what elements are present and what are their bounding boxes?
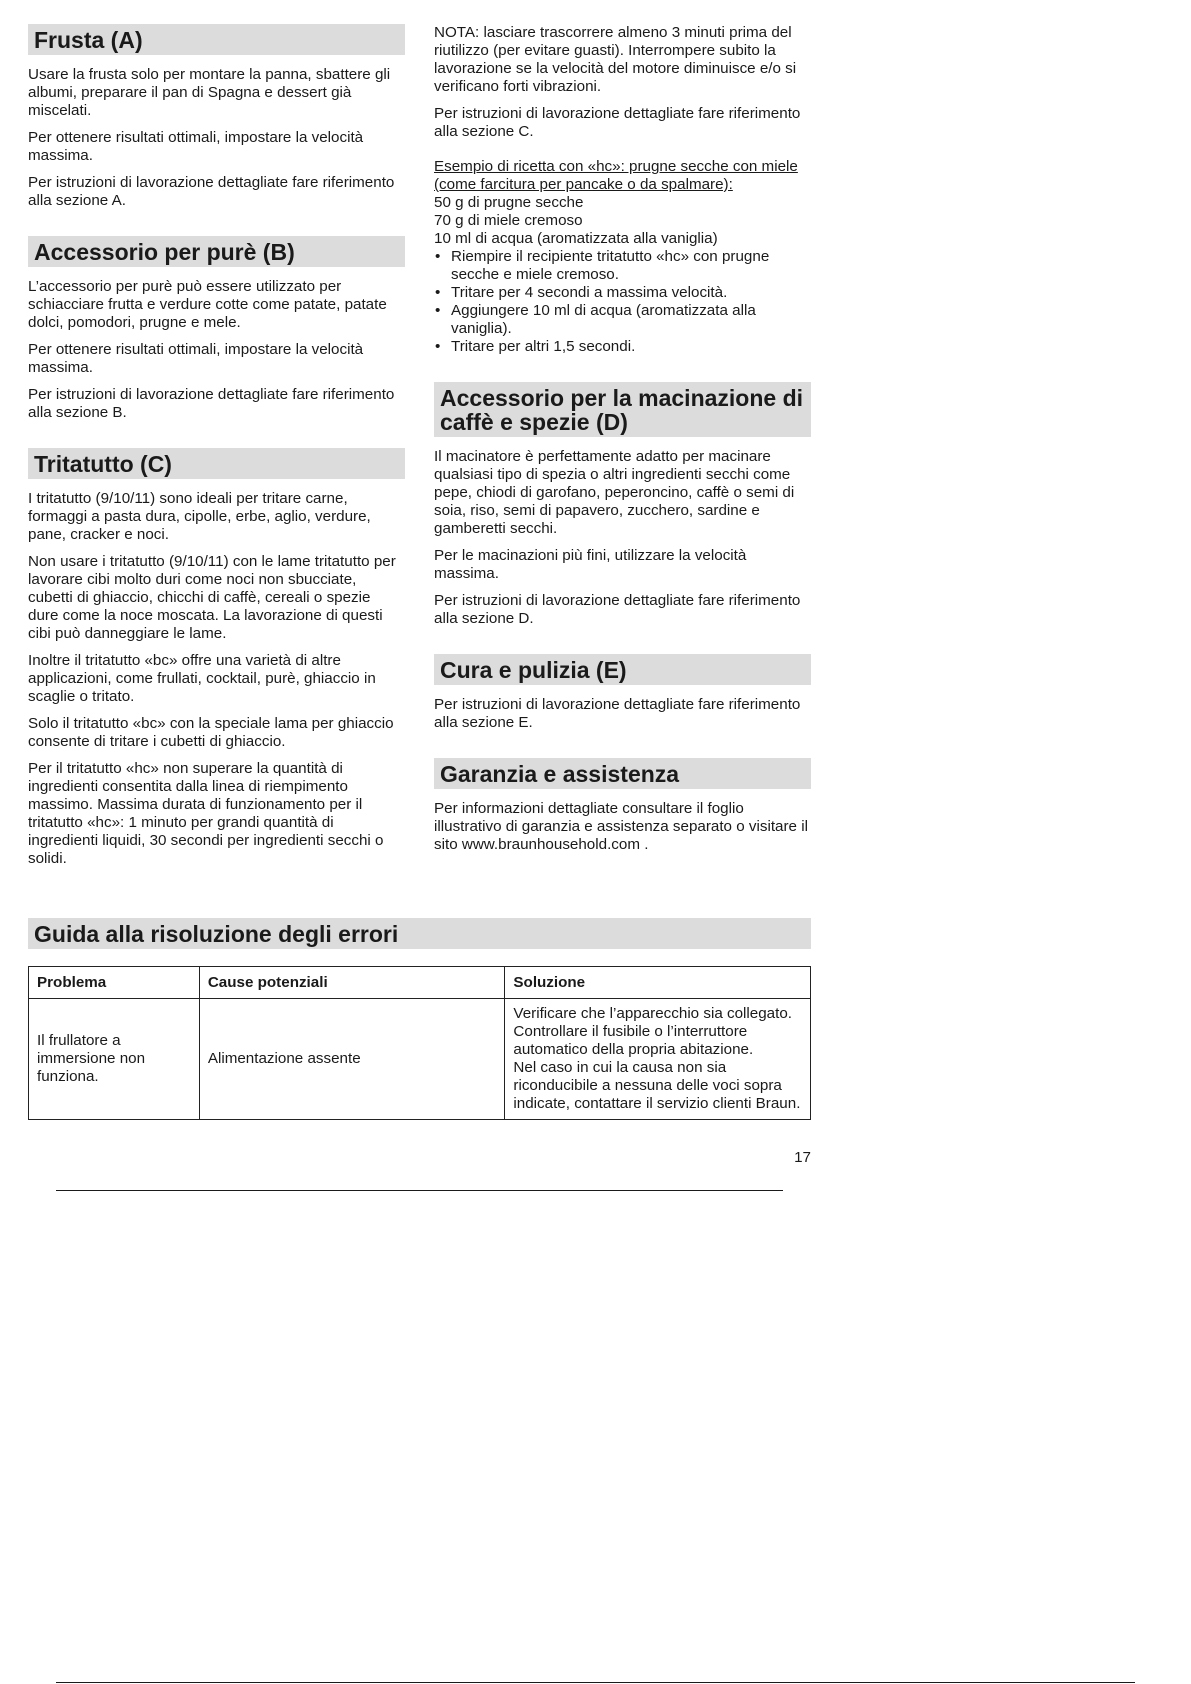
recipe-ingredient: 50 g di prugne secche: [434, 194, 584, 211]
column-header-cause: Cause potenziali: [199, 967, 505, 999]
table-row: [29, 999, 811, 1120]
recipe-title: Esempio di ricetta con «hc»: prugne secche con miele (come farcitura per pancake o da spalmare):: [434, 158, 798, 193]
table-header-row: [29, 967, 811, 999]
paragraph: Per ottenere risultati ottimali, impostare la velocità massima.: [28, 129, 364, 164]
recipe-steps: [434, 248, 811, 356]
section-heading: Tritatutto (C): [28, 448, 405, 479]
paragraph: Per istruzioni di lavorazione dettagliate fare riferimento alla sezione C.: [434, 105, 801, 140]
paragraph: Per istruzioni di lavorazione dettagliate fare riferimento alla sezione A.: [28, 174, 395, 209]
section-tritatutto-continued: [434, 24, 811, 141]
paragraph: Il macinatore è perfettamente adatto per macinare qualsiasi tipo di spezia o altri ingredienti secchi come pepe, chiodi di garofano, peperoncino, caffè o semi di soia, riso, semi di papavero, zucchero, sardine e gamberetti secchi.: [434, 448, 795, 537]
paragraph: Solo il tritatutto «bc» con la speciale lama per ghiaccio consente di tritare i cubetti di ghiaccio.: [28, 715, 394, 750]
note-paragraph: NOTA: lasciare trascorrere almeno 3 minuti prima del riutilizzo (per evitare guasti). Interrompere subito la lavorazione se la velocità del motore diminuisce e/o si verificano forti vibrazioni.: [434, 24, 797, 95]
paragraph: Inoltre il tritatutto «bc» offre una varietà di altre applicazioni, come frullati, cocktail, purè, ghiaccio in scaglie o tritato.: [28, 652, 376, 705]
section-heading: Cura e pulizia (E): [434, 654, 811, 685]
recipe-step-text: Tritare per altri 1,5 secondi.: [451, 338, 636, 355]
bullet-icon: •: [435, 302, 441, 319]
divider: [56, 1190, 783, 1191]
recipe-step-text: Aggiungere 10 ml di acqua (aromatizzata alla vaniglia).: [451, 302, 756, 337]
bullet-icon: •: [435, 284, 441, 301]
paragraph: Per istruzioni di lavorazione dettagliate fare riferimento alla sezione D.: [434, 592, 801, 627]
paragraph: L’accessorio per purè può essere utilizzato per schiacciare frutta e verdure cotte come patate, patate dolci, pomodori, prugne e mele.: [28, 278, 387, 331]
section-frusta: [28, 24, 405, 210]
paragraph: Usare la frusta solo per montare la panna, sbattere gli albumi, preparare il pan di Spagna e dessert già miscelati.: [28, 66, 391, 119]
bullet-icon: •: [435, 338, 441, 355]
recipe-step: [434, 284, 811, 302]
right-column: [434, 24, 811, 863]
cause-cell: Alimentazione assente: [199, 999, 505, 1120]
paragraph: Per il tritatutto «hc» non superare la quantità di ingredienti consentita dalla linea di riempimento massimo. Massima durata di funzionamento per il tritatutto «hc»: 1 minuto per grandi quantità di ingredienti liquidi, 30 secondi per ingredienti secchi o solidi.: [28, 760, 384, 867]
section-heading: Garanzia e assistenza: [434, 758, 811, 789]
recipe: [434, 158, 811, 356]
problem-cell: Il frullatore a immersione non funziona.: [29, 999, 200, 1120]
paragraph: Per informazioni dettagliate consultare il foglio illustrativo di garanzia e assistenza separato o visitare il sito www.braunhousehold.com .: [434, 800, 808, 853]
section-tritatutto: [28, 448, 405, 868]
section-cura: [434, 654, 811, 732]
troubleshooting-heading: Guida alla risoluzione degli errori: [28, 918, 811, 949]
troubleshooting-table: [28, 966, 811, 1120]
paragraph: Per ottenere risultati ottimali, impostare la velocità massima.: [28, 341, 364, 376]
paragraph: Non usare i tritatutto (9/10/11) con le lame tritatutto per lavorare cibi molto duri come noci non sbucciate, cubetti di ghiaccio, chicchi di caffè, cereali o spezie dure come la noce moscata. La lavorazione di questi cibi può danneggiare le lame.: [28, 553, 396, 642]
section-heading: Accessorio per la macinazione di caffè e spezie (D): [434, 382, 811, 437]
recipe-ingredient: 70 g di miele cremoso: [434, 212, 583, 229]
paragraph: Per le macinazioni più fini, utilizzare la velocità massima.: [434, 547, 747, 582]
recipe-ingredient: 10 ml di acqua (aromatizzata alla vaniglia): [434, 230, 718, 247]
recipe-step: [434, 248, 811, 284]
column-header-problema: Problema: [29, 967, 200, 999]
section-pure: [28, 236, 405, 422]
solution-line: Verificare che l’apparecchio sia collegato.: [513, 1005, 793, 1022]
recipe-step-text: Riempire il recipiente tritatutto «hc» con prugne secche e miele cremoso.: [451, 248, 770, 283]
paragraph: I tritatutto (9/10/11) sono ideali per tritare carne, formaggi a pasta dura, cipolle, erbe, aglio, verdure, pane, cracker e noci.: [28, 490, 371, 543]
recipe-step: [434, 302, 811, 338]
section-heading: Accessorio per purè (B): [28, 236, 405, 267]
solution-line: Controllare il fusibile o l’interruttore automatico della propria abitazione.: [513, 1023, 754, 1058]
section-macinazione: [434, 382, 811, 628]
paragraph: Per istruzioni di lavorazione dettagliate fare riferimento alla sezione B.: [28, 386, 395, 421]
solution-cell: [505, 999, 811, 1120]
left-column: [28, 24, 405, 877]
page-number: 17: [794, 1149, 811, 1166]
recipe-step: [434, 338, 811, 356]
section-heading: Frusta (A): [28, 24, 405, 55]
solution-line: Nel caso in cui la causa non sia riconducibile a nessuna delle voci sopra indicate, contattare il servizio clienti Braun.: [513, 1059, 801, 1112]
paragraph: Per istruzioni di lavorazione dettagliate fare riferimento alla sezione E.: [434, 696, 801, 731]
bullet-icon: •: [435, 248, 441, 265]
section-garanzia: [434, 758, 811, 854]
recipe-step-text: Tritare per 4 secondi a massima velocità.: [451, 284, 728, 301]
divider: [56, 1682, 1135, 1683]
column-header-soluzione: Soluzione: [505, 967, 811, 999]
